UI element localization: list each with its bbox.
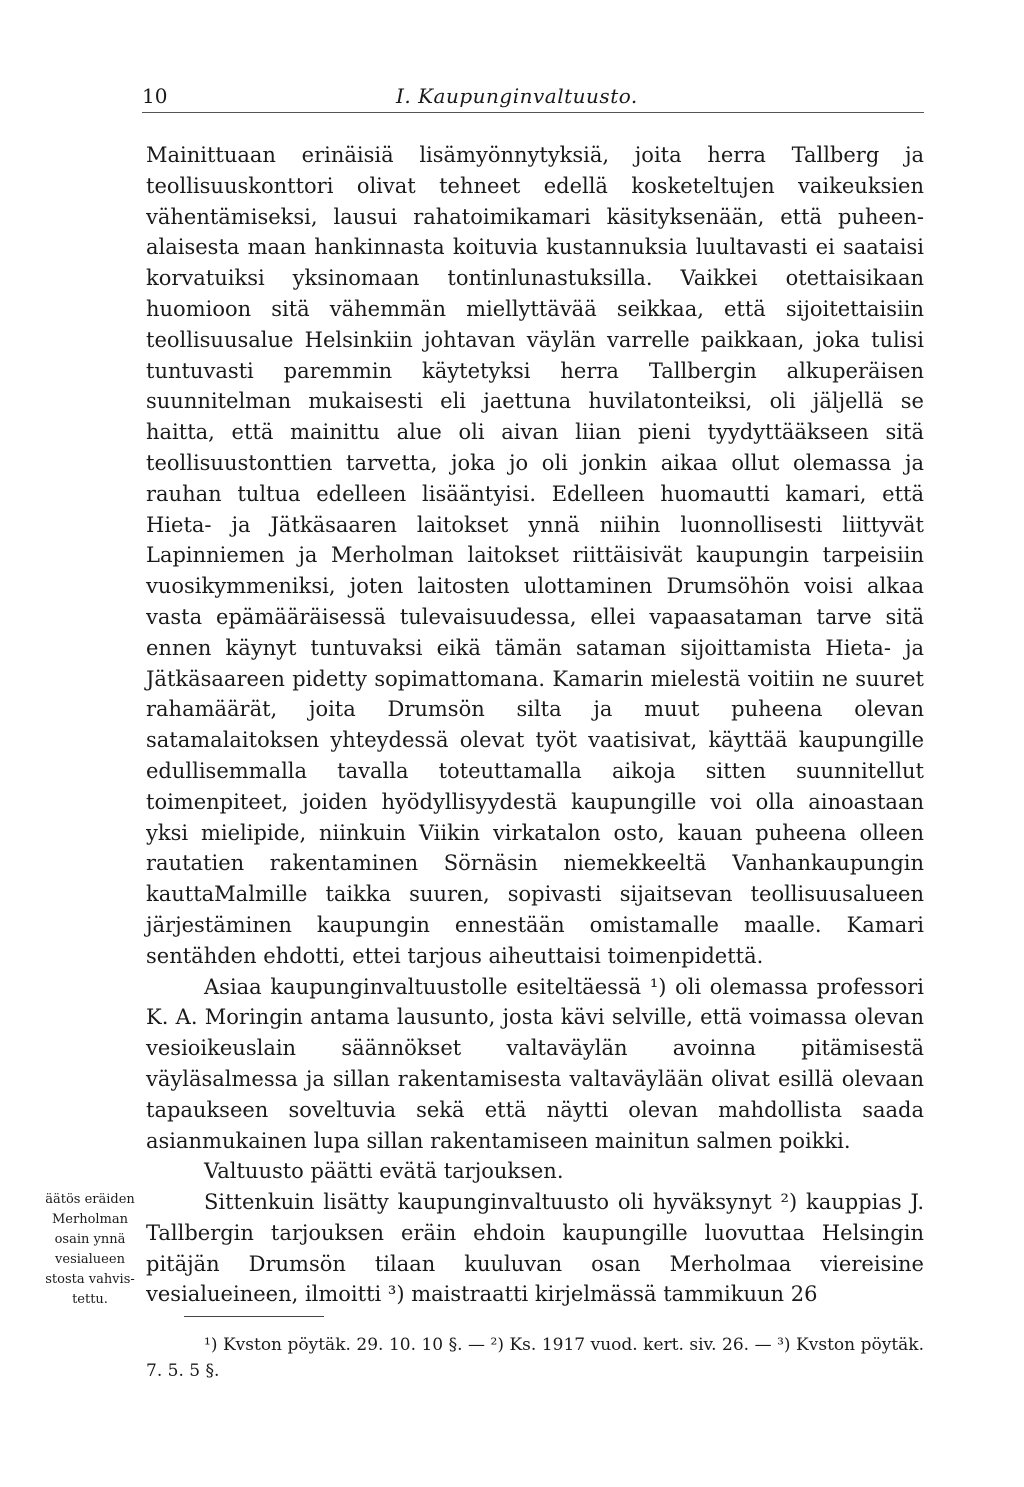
footnotes: ¹) Kvston pöytäk. 29. 10. 10 §. — ²) Ks. 1917 vuod. kert. siv. 26. — ³) Kvston pöytäk. 7. 5. 5 §.: [146, 1335, 924, 1381]
header-rule: [142, 112, 924, 113]
paragraph-3: Valtuusto päätti evätä tarjouksen.: [204, 1159, 564, 1184]
page-number: 10: [142, 84, 168, 108]
paragraph-4: Sittenkuin lisätty kaupunginvaltuusto oli hyväksynyt ²) kauppias J. Tallbergin tarjouksen eräin ehdoin kaupungille luovuttaa Helsingin pitäjän Drumsön tilaan kuuluvan osan Merholmaa viereisine vesialueineen, ilmoitti ³) maistraatti kirjelmässä tammikuun 26: [146, 1190, 924, 1307]
page-header: [142, 84, 924, 114]
footnote-rule: [184, 1316, 324, 1317]
running-title: I. Kaupunginvaltuusto.: [396, 84, 638, 108]
margin-note: äätös eräiden Merholman osain ynnä vesialueen stosta vahvistettu.: [45, 1192, 135, 1307]
paragraph-1: Mainittuaan erinäisiä lisämyönnytyksiä, joita herra Tallberg ja teollisuuskonttori olivat tehneet edellä kosketeltujen vaikeuksien vähentämiseksi, lausui rahatoimikamari käsityksenään, että puheenalaisesta maan hankinnasta koituvia kustannuksia luultavasti ei saataisi korvatuiksi yksinomaan tontinlunastuksilla. Vaikkei otettaisikaan huomioon sitä vähemmän miellyttävää seikkaa, että sijoitettaisiin teollisuusalue Helsinkiin johtavan väylän varrelle paikkaan, joka tulisi tuntuvasti paremmin käytetyksi herra Tallbergin alkuperäisen suunnitelman mukaisesti eli jaettuna huvilatonteiksi, oli jäljellä se haitta, että mainittu alue oli aivan liian pieni tyydyttääkseen sitä teollisuustonttien tarvetta, joka jo oli jonkin aikaa ollut olemassa ja rauhan tultua edelleen lisääntyisi. Edelleen huomautti kamari, että Hieta- ja Jätkäsaaren laitokset ynnä niihin luonnollisesti liittyvät Lapinniemen ja Merholman laitokset riittäisivät kaupungin tarpeisiin vuosikymmeniksi, joten laitosten ulottaminen Drumsöhön voisi alkaa vasta epämääräisessä tulevaisuudessa, ellei vapaasataman tarve sitä ennen käynyt tuntuvaksi eikä tämän sataman sijoittamista Hieta- ja Jätkäsaareen pidetty sopimattomana. Kamarin mielestä voitiin ne suuret rahamäärät, joita Drumsön silta ja muut puheena olevan satamalaitoksen yhteydessä olevat työt vaatisivat, käyttää kaupungille edullisemmalla tavalla toteuttamalla aikoja sitten suunnitellut toimenpiteet, joiden hyödyllisyydestä kaupungille voi olla ainoastaan yksi mielipide, niinkuin Viikin virkatalon osto, kauan puheena olleen rautatien rakentaminen Sörnäsin niemekkeeltä Vanhankaupungin kauttaMalmille taikka suuren, sopivasti sijaitsevan teollisuusalueen järjestäminen kaupungin ennestään omistamalle maalle. Kamari sentähden ehdotti, ettei tarjous aiheuttaisi toimenpidettä.: [146, 143, 924, 968]
body-text: [146, 140, 924, 1310]
paragraph-2: Asiaa kaupunginvaltuustolle esiteltäessä ¹) oli olemassa professori K. A. Moringin antama lausunto, josta kävi selville, että voimassa olevan vesioikeuslain säännökset valtaväylän avoinna pitämisestä väyläsalmessa ja sillan rakentamisesta valtaväylään olivat esillä olevaan tapaukseen soveltuvia sekä että näytti olevan mahdollista saada asianmukainen lupa sillan rakentamiseen mainitun salmen poikki.: [146, 974, 924, 1153]
